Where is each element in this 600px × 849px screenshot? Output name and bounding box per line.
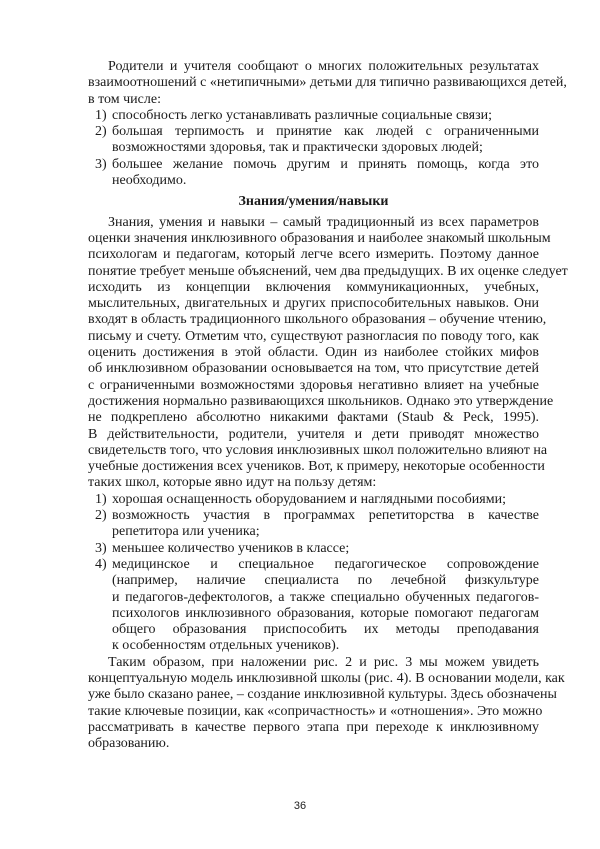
text-line: входят в область традиционного школьного образования – обучение чтению, <box>88 312 547 328</box>
list-item-line: хорошая оснащенность оборудованием и наглядными пособиями; <box>112 491 506 507</box>
list-item-line: и педагогов-дефектологов, а также специально обученных педагогов- <box>112 589 539 605</box>
list-item-number: 3) <box>95 156 107 172</box>
list-item-number: 1) <box>95 107 107 123</box>
list-item-number: 4) <box>95 556 107 572</box>
text-line: образованию. <box>88 736 170 752</box>
text-line: В действительности, родители, учителя и дети приводят множество <box>88 426 539 442</box>
text-line: рассматривать в качестве первого этапа при переходе к инклюзивному <box>88 719 539 735</box>
text-line: свидетельств того, что условия инклюзивных школ положительно влияют на <box>88 442 548 458</box>
text-line: об инклюзивном образовании основывается на том, что присутствие детей <box>88 361 539 377</box>
paragraph <box>88 654 565 753</box>
list-item-number: 2) <box>95 508 107 524</box>
list-item-line: большая терпимость и принятие как людей с ограниченными <box>112 124 539 140</box>
numbered-list <box>88 492 539 655</box>
text-line: концептуальную модель инклюзивной школы (рис. 4). В основании модели, как <box>88 670 565 686</box>
list-item-line: меньшее количество учеников в классе; <box>112 540 350 556</box>
text-line: уже было сказано ранее, – создание инклюзивной культуры. Здесь обозначены <box>88 687 557 703</box>
text-line: учебные достижения всех учеников. Вот, к примеру, некоторые особенности <box>88 459 545 475</box>
text-line: психологам и педагогам, который легче всего измерить. Поэтому данное <box>88 247 539 263</box>
list-item-line: способность легко устанавливать различные социальные связи; <box>112 107 492 123</box>
list-item-line: общего образования приспособить их методы преподавания <box>112 622 539 638</box>
text-line: понятие требует меньше объяснений, чем два предыдущих. В их оценке следует <box>88 263 568 279</box>
paragraph <box>88 59 567 108</box>
list-item-line: возможностями здоровья, так и практически здоровых людей; <box>112 140 483 156</box>
list-item-line: возможность участия в программах репетиторства в качестве <box>112 508 539 524</box>
list-item-line: медицинское и специальное педагогическое сопровождение <box>112 556 539 572</box>
document-page-body <box>88 59 568 752</box>
list-item <box>88 508 539 541</box>
list-item-line: психологов инклюзивного образования, которые помогают педагогам <box>112 605 539 621</box>
list-item-line: к особенностям отдельных учеников). <box>112 638 340 654</box>
section-heading: Знания/умения/навыки <box>238 194 389 210</box>
text-line: оценить достижения в этой области. Один из наиболее стойких мифов <box>88 345 539 361</box>
text-line: Родители и учителя сообщают о многих положительных результатах <box>108 59 539 74</box>
text-line: с ограниченными возможностями здоровья негативно влияет на учебные <box>88 377 539 393</box>
list-item <box>88 541 539 557</box>
text-line: оценки значения инклюзивного образования и наиболее знакомый школьным <box>88 230 551 246</box>
paragraph <box>88 214 568 492</box>
text-line: исходить из концепции включения коммуникационных, учебных, <box>88 279 539 295</box>
list-item-number: 1) <box>95 491 107 507</box>
list-item-line: (например, наличие специалиста по лечебной физкультуре <box>112 573 539 589</box>
text-line: в том числе: <box>88 91 161 107</box>
list-item-number: 3) <box>95 540 107 556</box>
list-item <box>88 108 539 124</box>
list-item <box>88 124 539 157</box>
list-item-line: репетитора или ученика; <box>112 524 260 540</box>
text-line: Таким образом, при наложении рис. 2 и рис. 3 мы можем увидеть <box>108 654 539 670</box>
list-item <box>88 557 539 655</box>
text-line: взаимоотношений с «нетипичными» детьми для типично развивающихся детей, <box>88 75 567 91</box>
text-line: не подкреплено абсолютно никакими фактами (Staub & Peck, 1995). <box>88 410 539 426</box>
text-line: письму и счету. Отметим что, существуют разногласия по поводу того, как <box>88 328 539 344</box>
text-line: такие ключевые позиции, как «сопричастность» и «отношения». Это можно <box>88 703 543 719</box>
numbered-list <box>88 108 539 189</box>
text-line: мыслительных, двигательных и других приспособительных навыков. Они <box>88 296 539 312</box>
list-item <box>88 157 539 190</box>
list-item-line: большее желание помочь другим и принять помощь, когда это <box>112 156 539 172</box>
text-line: таких школ, которые явно идут на пользу детям: <box>88 475 377 491</box>
text-line: Знания, умения и навыки – самый традиционный из всех параметров <box>108 214 539 230</box>
list-item <box>88 492 539 508</box>
text-line: достижения нормально развивающихся школьников. Однако это утверждение <box>88 393 554 409</box>
page-number: 36 <box>293 800 307 812</box>
list-item-line: необходимо. <box>112 173 187 189</box>
list-item-number: 2) <box>95 124 107 140</box>
